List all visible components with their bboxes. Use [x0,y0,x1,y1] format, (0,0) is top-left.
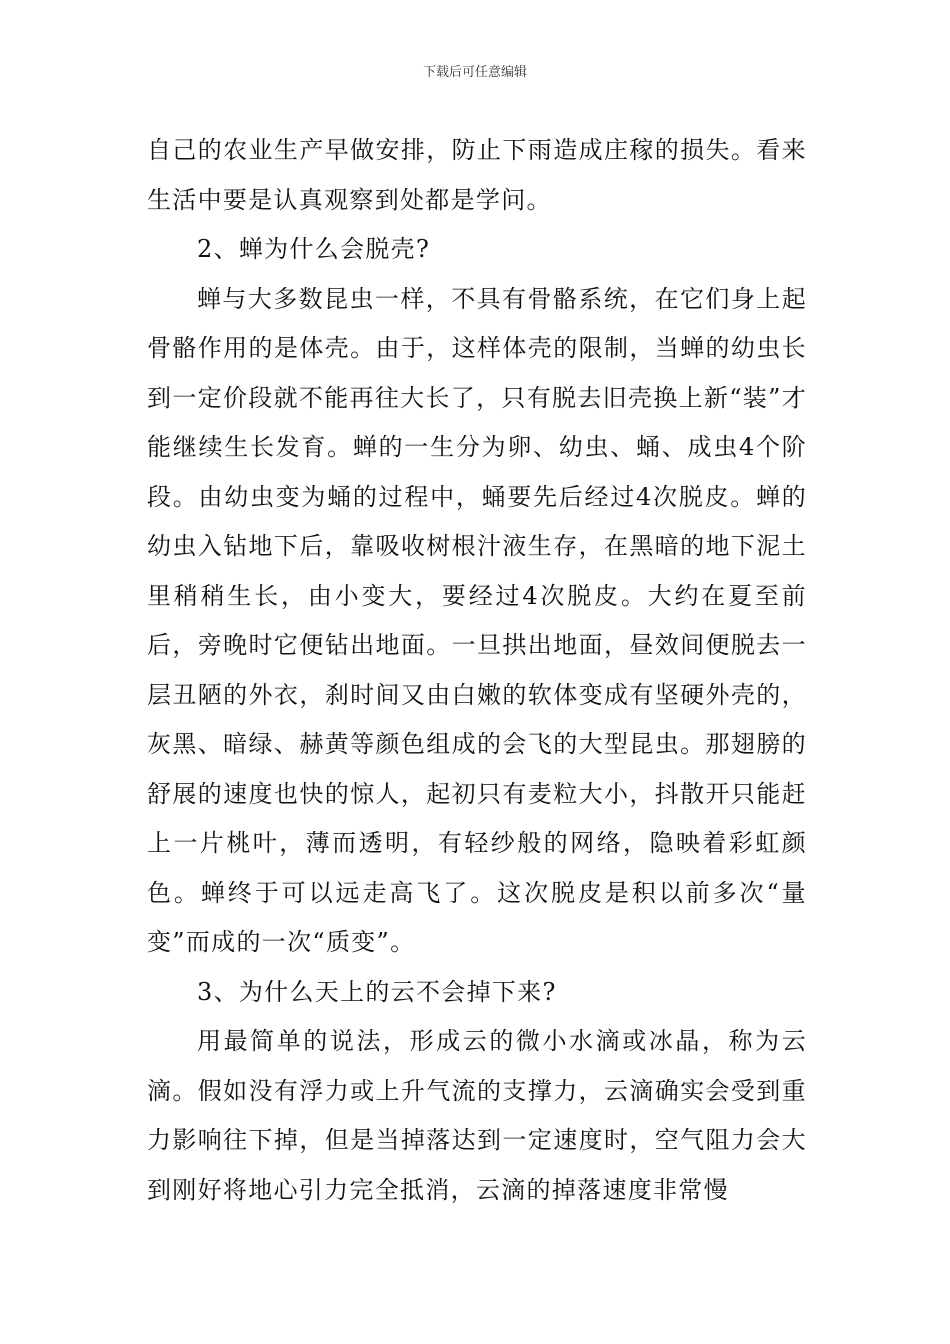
paragraph-clouds: 用最简单的说法，形成云的微小水滴或冰晶，称为云滴。假如没有浮力或上升气流的支撑力，云滴确实会受到重力影响往下掉，但是当掉落达到一定速度时，空气阻力会大到刚好将地心引力完全抵消，云滴的掉落速度非常慢 [147,1027,807,1204]
page-header: 下载后可任意编辑 [422,65,527,80]
paragraph-cicada-molting: 蝉与大多数昆虫一样，不具有骨骼系统，在它们身上起骨骼作用的是体壳。由于，这样体壳的限制，当蝉的幼虫长到一定价段就不能再往大长了，只有脱去旧壳换上新“装”才能继续生长发育。蝉的一生分为卵、幼虫、蛹、成虫4个阶段。由幼虫变为蛹的过程中，蛹要先后经过4次脱皮。蝉的幼虫入钻地下后，靠吸收树根汁液生存，在黑暗的地下泥土里稍稍生长，由小变大，要经过4次脱皮。大约在夏至前后，旁晚时它便钻出地面。一旦拱出地面，昼效间便脱去一层丑陋的外衣，刹时间又由白嫩的软体变成有坚硬外壳的，灰黑、暗绿、赫黄等颜色组成的会飞的大型昆虫。那翅膀的舒展的速度也快的惊人，起初只有麦粒大小，抖散开只能赶上一片桃叶，薄而透明，有轻纱般的网络，隐映着彩虹颜色。蝉终于可以远走高飞了。这次脱皮是积以前多次“量变”而成的一次“质变”。 [147,284,807,956]
section-heading-clouds: 3、为什么天上的云不会掉下来? [197,977,557,1006]
document-body [147,126,807,1215]
paragraph-continuation: 自己的农业生产早做安排，防止下雨造成庄稼的损失。看来生活中要是认真观察到处都是学问。 [147,136,807,214]
section-heading-cicada: 2、蝉为什么会脱壳? [197,235,431,263]
